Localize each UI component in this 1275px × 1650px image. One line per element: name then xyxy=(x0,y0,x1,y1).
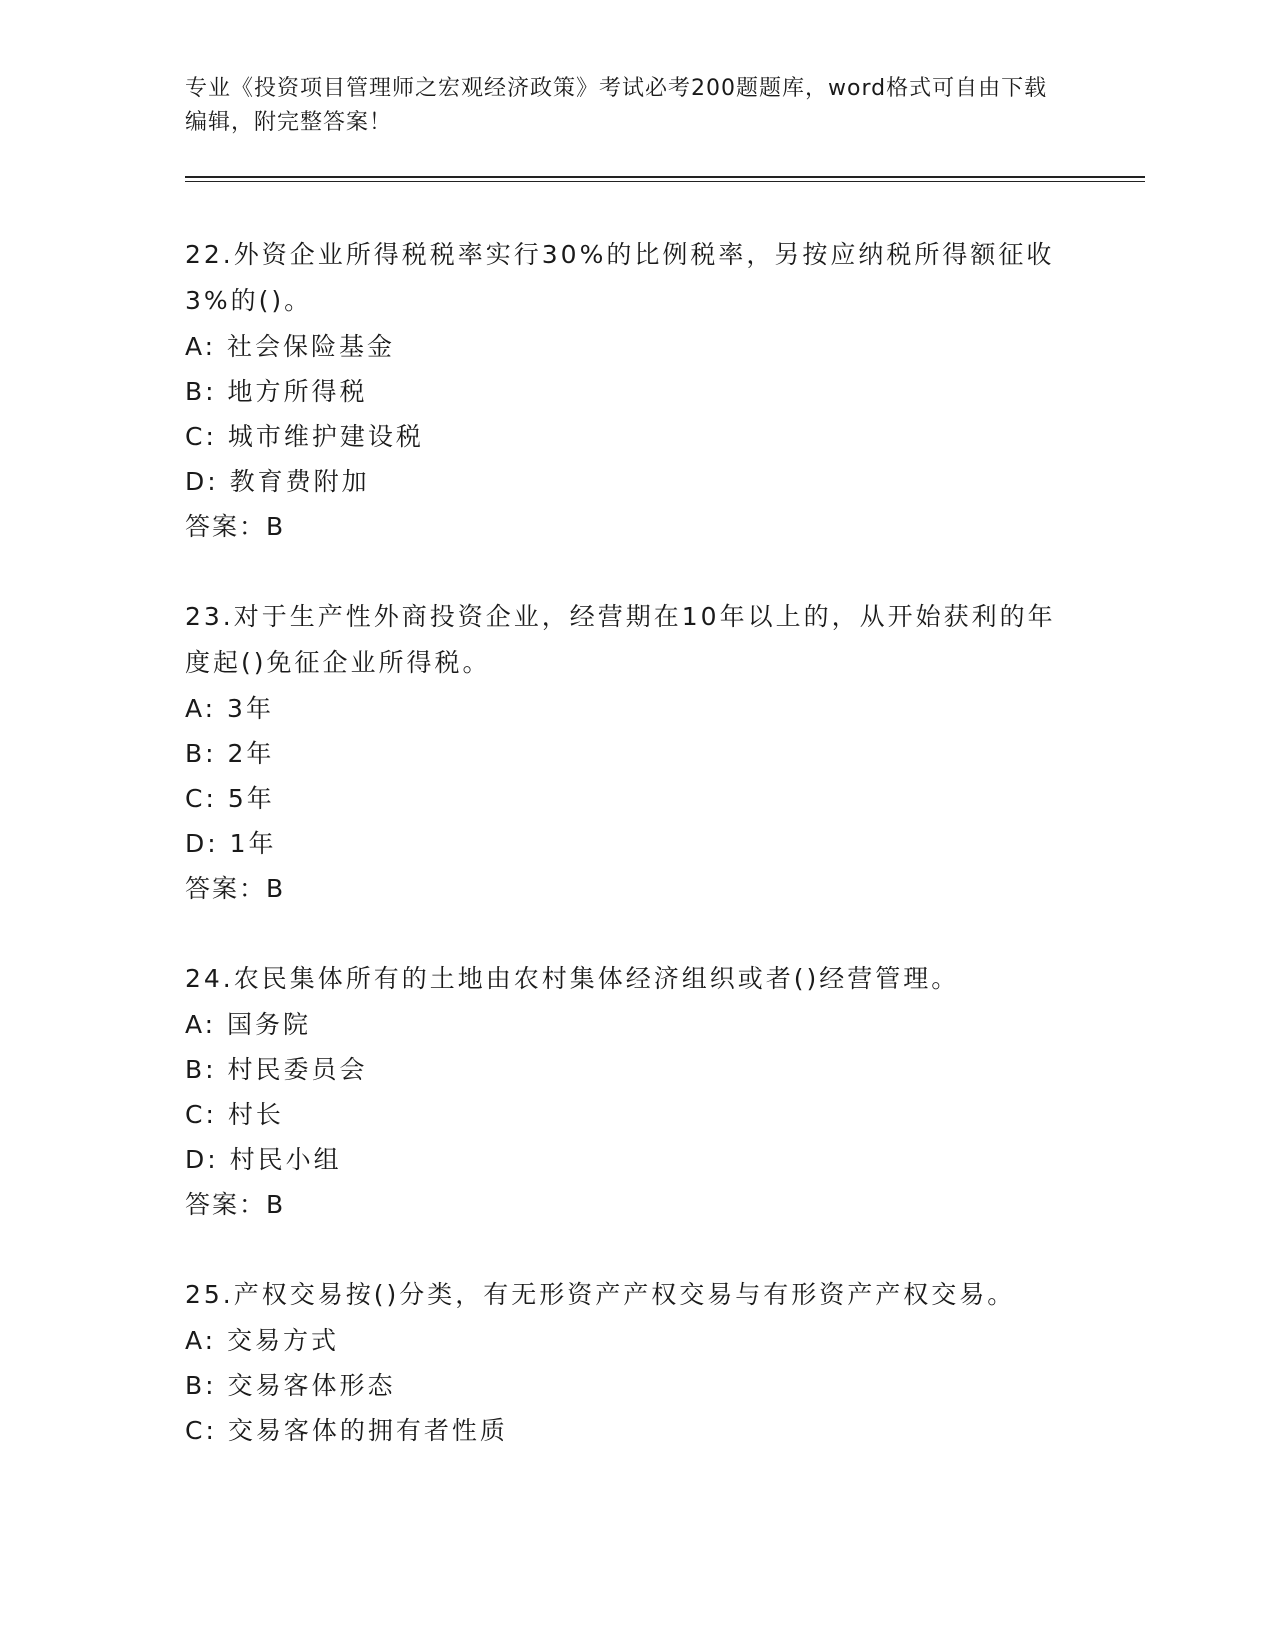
answer: 答案：B xyxy=(185,1190,286,1219)
question-22 xyxy=(185,232,1065,550)
option-a: A: 交易方式 xyxy=(185,1326,340,1355)
header-divider xyxy=(185,176,1145,178)
option-b: B: 地方所得税 xyxy=(185,377,368,406)
answer: 答案：B xyxy=(185,874,286,903)
option-b: B: 村民委员会 xyxy=(185,1055,368,1084)
question-text: 23.对于生产性外商投资企业，经营期在10年以上的，从开始获利的年度起()免征企业所得税。 xyxy=(185,602,1056,677)
question-23 xyxy=(185,594,1065,912)
option-a: A: 社会保险基金 xyxy=(185,332,396,361)
document-header: 专业《投资项目管理师之宏观经济政策》考试必考200题题库，word格式可自由下载编辑，附完整答案！ xyxy=(185,76,1048,135)
option-b: B: 2年 xyxy=(185,739,275,768)
question-text: 25.产权交易按()分类，有无形资产产权交易与有形资产产权交易。 xyxy=(185,1280,1016,1309)
option-d: D: 教育费附加 xyxy=(185,467,370,496)
question-25 xyxy=(185,1272,1065,1453)
option-a: A: 3年 xyxy=(185,694,274,723)
option-c: C: 交易客体的拥有者性质 xyxy=(185,1416,508,1445)
option-c: C: 5年 xyxy=(185,784,275,813)
question-text: 22.外资企业所得税税率实行30%的比例税率，另按应纳税所得额征收3%的()。 xyxy=(185,240,1055,315)
option-c: C: 村长 xyxy=(185,1100,284,1129)
answer: 答案：B xyxy=(185,512,286,541)
option-c: C: 城市维护建设税 xyxy=(185,422,424,451)
option-b: B: 交易客体形态 xyxy=(185,1371,396,1400)
question-24 xyxy=(185,956,1065,1228)
option-a: A: 国务院 xyxy=(185,1010,312,1039)
option-d: D: 1年 xyxy=(185,829,277,858)
header-divider-thin xyxy=(185,181,1145,182)
option-d: D: 村民小组 xyxy=(185,1145,342,1174)
question-text: 24.农民集体所有的土地由农村集体经济组织或者()经营管理。 xyxy=(185,964,960,993)
question-list xyxy=(185,232,1065,1497)
